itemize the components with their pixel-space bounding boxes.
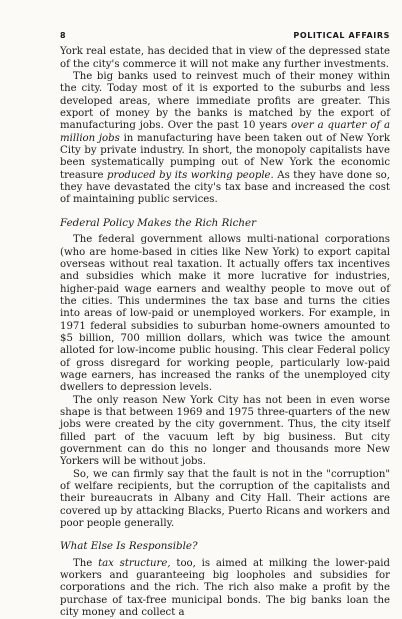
page-number: 8: [60, 31, 67, 40]
emphasis-text: tax structure,: [98, 557, 171, 569]
text-run: As they have done so, they have devastated the city's tax base and increased the cost of maintaining public services.: [60, 169, 390, 206]
paragraph-new-york-shape: The only reason New York City has not been in even worse shape is that between 1969 and 1975 three-quarters of the new jobs were created by the city government. Thus, the city itself filled part of the vacuum left by big business. But city government can do this no longer and thousands more New Yorkers will be without jobs.: [60, 394, 390, 468]
paragraph-continued: York real estate, has decided that in view of the depressed state of the city's commerce it will not make any further investments.: [60, 46, 390, 70]
emphasis-text: produced by its working people.: [107, 169, 274, 181]
text-run: The: [73, 557, 99, 569]
paragraph-corruption: So, we can firmly say that the fault is not in the "corruption" of welfare recipients, but the corruption of the capitalists and their bureaucrats in Albany and City Hall. Their actions are covered up by attacking Blacks, Puerto Ricans and workers and poor people generally.: [60, 468, 390, 530]
paragraph-federal-government: The federal government allows multi-national corporations (who are home-based in cities like New York) to export capital overseas without real taxation. It actually offers tax incentives and subsidies which make it more lucrative for industries, higher-paid wage earners and wealthy people to move out of the cities. This undermines the tax base and turns the cities into areas of low-paid or unemployed workers. For example, in 1971 federal subsidies to suburban home-owners amounted to $5 billion, 700 million dollars, which was twice the amount alloted for low-income public housing. This clear Federal policy of gross disregard for working people, particularly low-paid wage earners, has increased the ranks of the unemployed city dwellers to depression levels.: [60, 234, 390, 394]
text-run: The big banks used to reinvest much of their money within the city. Today most of it is exported to the suburbs and less developed areas, where immediate profits are greater. This export of money by the banks is matched by the export of manufacturing jobs. Over the past 10 years: [60, 71, 390, 132]
running-title: POLITICAL AFFAIRS: [293, 31, 390, 40]
emphasis-text: over a quarter of a million jobs: [60, 120, 390, 144]
paragraph-tax-structure: [60, 558, 390, 619]
running-header: [60, 30, 390, 42]
section-heading-federal-policy: Federal Policy Makes the Rich Richer: [60, 216, 257, 229]
document-page: [60, 30, 390, 619]
paragraph-banks: [60, 71, 390, 207]
section-heading-what-else: What Else Is Responsible?: [60, 540, 198, 553]
text-run: too, is aimed at milking the lower-paid workers and guaranteeing big loopholes and subsidies for corporations and the rich. The rich also make a profit by the purchase of tax-free municipal bonds. The big banks loan the city money and collect a: [60, 557, 390, 619]
text-run: in manufacturing have been taken out of New York City by private industry. In short, the monopoly capitalists have been systematically pumping out of New York the economic treasure: [60, 132, 390, 181]
